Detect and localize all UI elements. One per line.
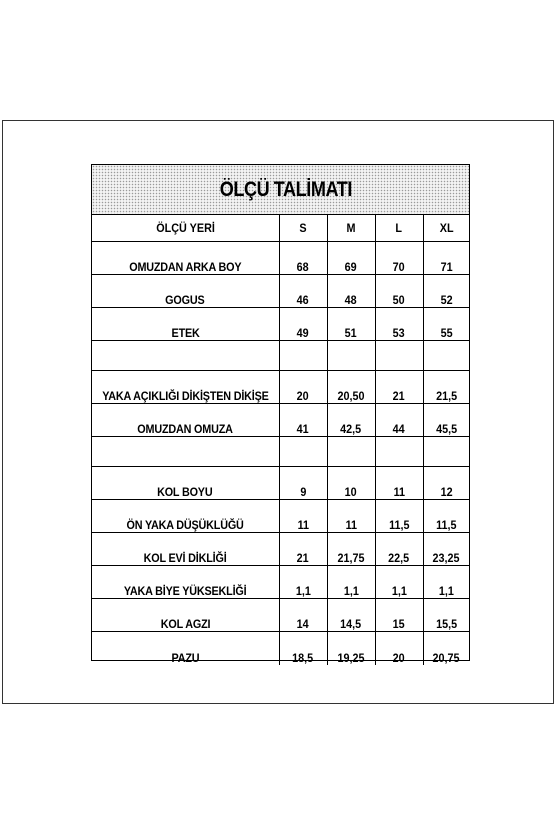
size-value-cell: 1,1 [327,566,375,599]
size-value-cell: 15,5 [423,599,469,632]
size-value-cell: 71 [423,242,469,275]
row-label: ETEK [92,308,279,341]
title-band [92,165,469,215]
chart-title: ÖLÇÜ TALİMATI [219,177,352,201]
spacer-row [92,341,469,371]
size-value-cell: 11 [327,500,375,533]
row-label [92,437,279,467]
size-value-cell: 20 [279,371,327,404]
column-header-xl: XL [423,214,469,242]
table-row [92,599,469,632]
size-value-cell [279,341,327,371]
row-label: KOL EVİ DİKLİĞİ [92,533,279,566]
row-label: KOL AGZI [92,599,279,632]
size-value-cell: 9 [279,467,327,500]
row-label: YAKA BİYE YÜKSEKLİĞİ [92,566,279,599]
size-value-cell: 70 [375,242,423,275]
size-value-cell: 49 [279,308,327,341]
size-value-cell: 55 [423,308,469,341]
table-row [92,500,469,533]
row-label: OMUZDAN OMUZA [92,404,279,437]
size-value-cell: 69 [327,242,375,275]
column-header-l: L [375,214,423,242]
size-value-cell: 20,75 [423,632,469,665]
table-row [92,404,469,437]
table-row [92,566,469,599]
table-row [92,242,469,275]
size-value-cell: 41 [279,404,327,437]
size-value-cell: 14 [279,599,327,632]
size-value-cell [423,437,469,467]
row-label: GOGUS [92,275,279,308]
size-value-cell [279,437,327,467]
size-value-cell: 21 [375,371,423,404]
table-row [92,371,469,404]
size-value-cell [327,341,375,371]
size-value-cell: 20,50 [327,371,375,404]
table-row [92,632,469,665]
row-label: YAKA AÇIKLIĞI DİKİŞTEN DİKİŞE [92,371,279,404]
size-value-cell: 48 [327,275,375,308]
size-value-cell: 42,5 [327,404,375,437]
size-value-cell: 50 [375,275,423,308]
table-row [92,533,469,566]
size-value-cell [375,437,423,467]
size-value-cell: 11,5 [375,500,423,533]
size-value-cell: 14,5 [327,599,375,632]
size-value-cell: 1,1 [375,566,423,599]
size-value-cell: 52 [423,275,469,308]
spacer-row [92,437,469,467]
size-value-cell: 20 [375,632,423,665]
table-row [92,275,469,308]
size-value-cell: 23,25 [423,533,469,566]
row-label: ÖN YAKA DÜŞÜKLÜĞÜ [92,500,279,533]
row-label [92,341,279,371]
size-value-cell: 68 [279,242,327,275]
size-value-cell: 10 [327,467,375,500]
size-value-cell: 15 [375,599,423,632]
column-header-m: M [327,214,375,242]
size-value-cell: 21,5 [423,371,469,404]
size-value-cell [375,341,423,371]
size-chart [91,164,470,665]
size-value-cell: 11 [279,500,327,533]
column-header-measure: ÖLÇÜ YERİ [92,214,279,242]
size-value-cell: 1,1 [423,566,469,599]
size-table [92,214,469,665]
size-value-cell [327,437,375,467]
size-value-cell: 1,1 [279,566,327,599]
row-label: OMUZDAN ARKA BOY [92,242,279,275]
size-value-cell: 18,5 [279,632,327,665]
size-value-cell [423,341,469,371]
size-value-cell: 44 [375,404,423,437]
size-value-cell: 11 [375,467,423,500]
size-value-cell: 21 [279,533,327,566]
size-value-cell: 19,25 [327,632,375,665]
size-value-cell: 11,5 [423,500,469,533]
row-label: PAZU [92,632,279,665]
size-value-cell: 12 [423,467,469,500]
table-row [92,467,469,500]
size-value-cell: 21,75 [327,533,375,566]
column-header-s: S [279,214,327,242]
table-row [92,308,469,341]
size-value-cell: 46 [279,275,327,308]
size-value-cell: 53 [375,308,423,341]
size-value-cell: 51 [327,308,375,341]
size-value-cell: 22,5 [375,533,423,566]
row-label: KOL BOYU [92,467,279,500]
size-value-cell: 45,5 [423,404,469,437]
header-row [92,214,469,242]
